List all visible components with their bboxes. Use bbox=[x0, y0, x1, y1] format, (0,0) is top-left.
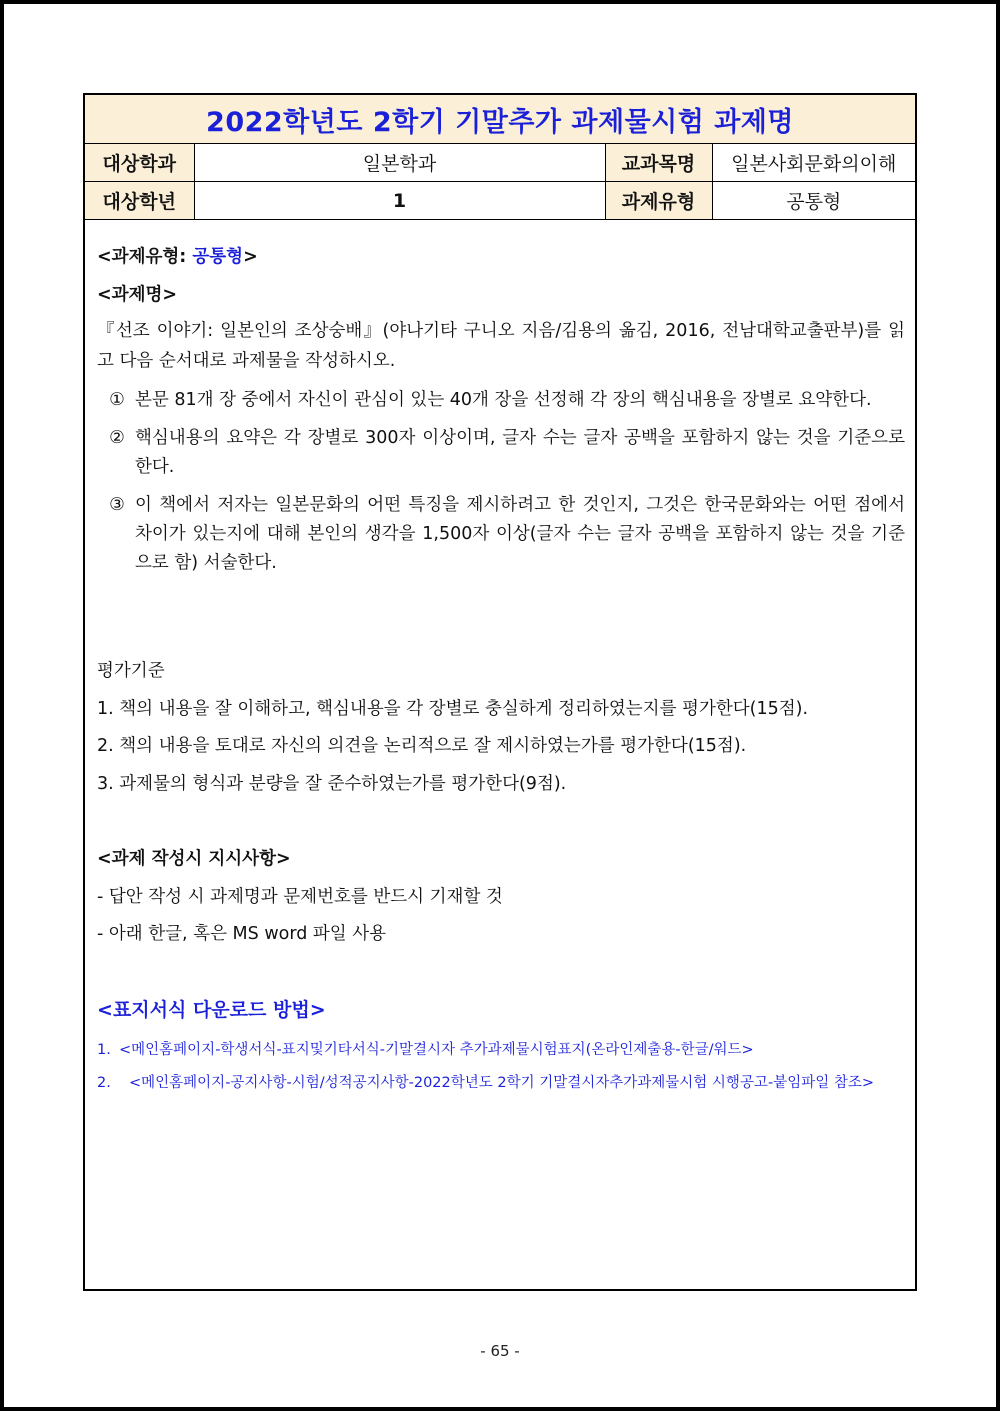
info-row-1 bbox=[85, 144, 915, 182]
download-item-2 bbox=[97, 1071, 905, 1095]
task-item-1 bbox=[105, 386, 905, 415]
item-number: ③ bbox=[109, 495, 125, 515]
item-number: ① bbox=[109, 390, 125, 410]
criteria-item-3: 3. 과제물의 형식과 분량을 잘 준수하였는가를 평가한다(9점). bbox=[97, 774, 567, 794]
instruction-item-1: - 답안 작성 시 과제명과 문제번호를 반드시 기재할 것 bbox=[97, 887, 503, 907]
type-label: 과제유형 bbox=[605, 182, 712, 220]
type-heading-value: 공통형 bbox=[192, 247, 244, 267]
task-item-2 bbox=[105, 424, 905, 482]
assignment-box bbox=[83, 93, 917, 1291]
criteria-heading: 평가기준 bbox=[97, 661, 165, 681]
instructions-heading: <과제 작성시 지시사항> bbox=[97, 849, 291, 869]
download-text: <메인홈페이지-학생서식-표지및기타서식-기말결시자 추가과제물시험표지(온라인제출용-한글/워드> bbox=[119, 1042, 754, 1058]
download-item-1 bbox=[97, 1038, 905, 1062]
info-table bbox=[85, 144, 915, 220]
item-text: 본문 81개 장 중에서 자신이 관심이 있는 40개 장을 선정해 각 장의 핵심내용을 장별로 요약한다. bbox=[135, 390, 872, 410]
download-number: 1. bbox=[97, 1042, 111, 1058]
info-row-2 bbox=[85, 182, 915, 220]
download-number: 2. bbox=[97, 1075, 111, 1091]
task-heading: <과제명> bbox=[97, 285, 178, 305]
intro-paragraph: 『선조 이야기: 일본인의 조상숭배』(야나기타 구니오 지음/김용의 옮김, 2016, 전남대학교출판부)를 읽고 다음 순서대로 과제물을 작성하시오. bbox=[97, 321, 905, 371]
type-heading bbox=[97, 249, 258, 267]
instruction-item-2: - 아래 한글, 혹은 MS word 파일 사용 bbox=[97, 924, 387, 944]
page-number: - 65 - bbox=[480, 1342, 520, 1360]
type-heading-prefix: <과제유형: bbox=[97, 247, 193, 267]
type-heading-suffix: > bbox=[243, 247, 258, 267]
course-label: 교과목명 bbox=[605, 144, 712, 182]
page-title: 2022학년도 2학기 기말추가 과제물시험 과제명 bbox=[85, 95, 915, 144]
item-text: 핵심내용의 요약은 각 장별로 300자 이상이며, 글자 수는 글자 공백을 포함하지 않는 것을 기준으로 한다. bbox=[135, 428, 905, 477]
type-value: 공통형 bbox=[712, 182, 915, 220]
dept-label: 대상학과 bbox=[85, 144, 194, 182]
year-label: 대상학년 bbox=[85, 182, 194, 220]
criteria-item-2: 2. 책의 내용을 토대로 자신의 의견을 논리적으로 잘 제시하였는가를 평가한다(15점). bbox=[97, 736, 747, 756]
task-item-3 bbox=[105, 491, 905, 578]
download-text: <메인홈페이지-공지사항-시험/성적공지사항-2022학년도 2학기 기말결시자추가과제물시험 시행공고-붙임파일 참조> bbox=[129, 1075, 874, 1091]
course-value: 일본사회문화의이해 bbox=[712, 144, 915, 182]
item-number: ② bbox=[109, 428, 125, 448]
year-value: 1 bbox=[194, 182, 605, 220]
criteria-item-1: 1. 책의 내용을 잘 이해하고, 핵심내용을 각 장별로 충실하게 정리하였는지를 평가한다(15점). bbox=[97, 699, 809, 719]
item-text: 이 책에서 저자는 일본문화의 어떤 특징을 제시하려고 한 것인지, 그것은 한국문화와는 어떤 점에서 차이가 있는지에 대해 본인의 생각을 1,500자 이상(글자 수는 글자 공백을 포함하지 않는 것을 기준으로 함) 서술한다. bbox=[135, 495, 905, 573]
dept-value: 일본학과 bbox=[194, 144, 605, 182]
download-heading: <표지서식 다운로드 방법> bbox=[97, 999, 326, 1021]
